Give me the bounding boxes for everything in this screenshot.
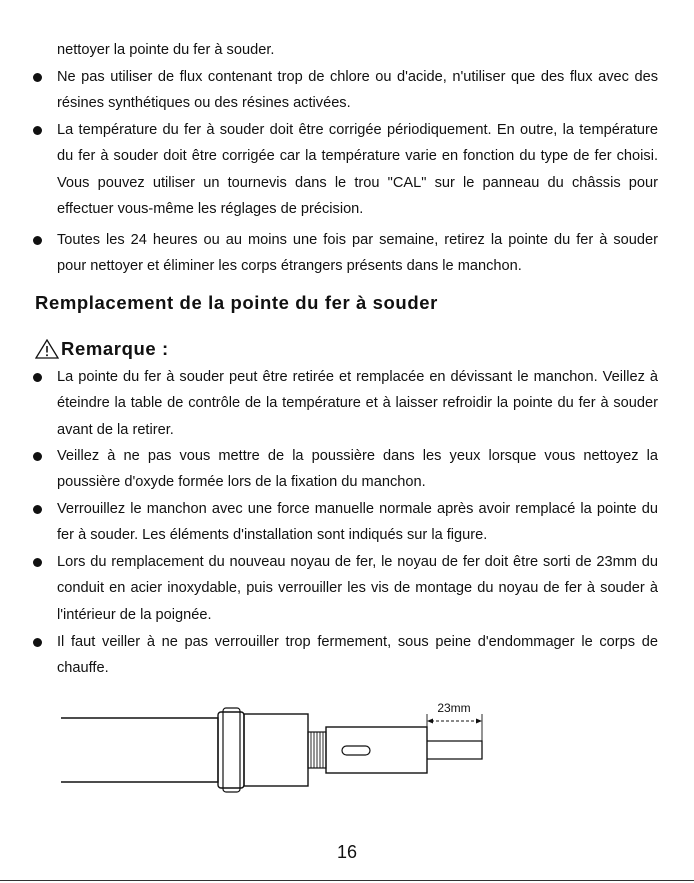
remark-heading [35, 338, 169, 360]
list-item [57, 549, 658, 628]
list-item [57, 227, 658, 280]
dimension-label: 23mm [437, 701, 471, 715]
warning-icon [35, 339, 59, 359]
bullet-icon [33, 638, 42, 647]
soldering-iron-diagram [55, 692, 495, 800]
bullet-icon [33, 236, 42, 245]
bullet-icon [33, 505, 42, 514]
list-item-text: Verrouillez le manchon avec une force manuelle normale après avoir remplacé la pointe du fer à souder. Les éléments d'installation sont indiqués sur la figure. [57, 501, 658, 544]
list-item-text: Lors du remplacement du nouveau noyau de fer, le noyau de fer doit être sorti de 23mm du conduit en acier inoxydable, puis verrouiller les vis de montage du noyau de fer à souder à l'intérieur de la poignée. [57, 554, 658, 623]
list-item [57, 364, 658, 443]
list-item-text: La pointe du fer à souder peut être retirée et remplacée en dévissant le manchon. Veillez à éteindre la table de contrôle de la température et à laisser refroidir la pointe du fer à souder avant de la retirer. [57, 369, 658, 438]
footer-rule [0, 880, 694, 881]
list-item-text: La température du fer à souder doit être corrigée périodiquement. En outre, la température du fer à souder doit être corrigée car la température varie en fonction du type de fer choisi. Vous pouvez utiliser un tournevis dans le trou "CAL" sur le panneau du châssis pour effectuer vous-même les réglages de précision. [57, 122, 658, 218]
list-item-text: Il faut veiller à ne pas verrouiller trop fermement, sous peine d'endommager le corps de chauffe. [57, 634, 658, 677]
heating-core [427, 741, 482, 759]
handle-body [61, 718, 218, 782]
bullet-icon [33, 452, 42, 461]
bullet-icon [33, 73, 42, 82]
steel-tube [326, 727, 427, 773]
list-item [57, 443, 658, 496]
bullet-icon [33, 126, 42, 135]
list-item [57, 117, 658, 223]
list-item-text: Veillez à ne pas vous mettre de la poussière dans les yeux lorsque vous nettoyez la poussière d'oxyde formée lors de la fixation du manchon. [57, 448, 658, 491]
sleeve [244, 714, 308, 786]
list-item [57, 64, 658, 117]
list-item [57, 629, 658, 682]
list-item-text: Toutes les 24 heures ou au moins une fois par semaine, retirez la pointe du fer à souder pour nettoyer et éliminer les corps étrangers présents dans le manchon. [57, 232, 658, 275]
intro-line: nettoyer la pointe du fer à souder. [57, 42, 275, 58]
bullet-icon [33, 373, 42, 382]
section-title: Remplacement de la pointe du fer à souder [35, 292, 438, 313]
remark-label: Remarque : [61, 338, 169, 359]
list-item-text: Ne pas utiliser de flux contenant trop de chlore ou d'acide, n'utiliser que des flux avec des résines synthétiques ou des résines activées. [57, 69, 658, 112]
tube-slot [342, 746, 370, 755]
list-item [57, 496, 658, 549]
page-number: 16 [336, 842, 358, 862]
bullet-icon [33, 558, 42, 567]
